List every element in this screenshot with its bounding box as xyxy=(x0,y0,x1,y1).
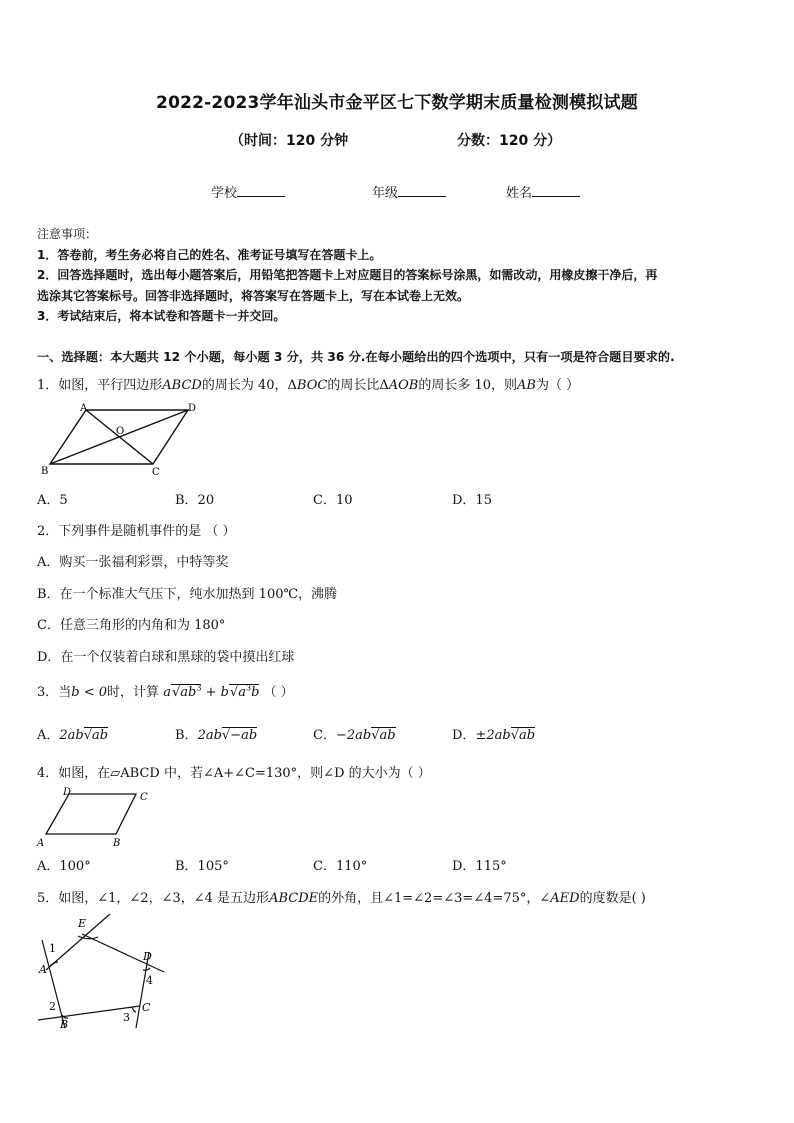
vertex-label: B xyxy=(113,838,121,849)
question-1-stem: 1．如图，平行四边形ABCD的周长为 40，ΔBOC的周长比ΔAOB的周长多 10，则AB为（ ） xyxy=(37,378,580,393)
vertex-label: D xyxy=(188,403,197,414)
section-heading: 一、选择题：本大题共 12 个小题，每小题 3 分，共 36 分.在每小题给出的四个选项中，只有一项是符合题目要求的. xyxy=(37,350,675,364)
angle-label: 3 xyxy=(123,1011,130,1024)
vertex-label: D xyxy=(143,950,152,963)
q1-option-c: C．10 xyxy=(313,493,353,508)
time-limit: （时间：120 分钟 xyxy=(230,133,349,149)
vertex-label: C xyxy=(142,1001,151,1014)
vertex-label: A xyxy=(39,963,47,976)
note-line: 2．回答选择题时，选出每小题答案后，用铅笔把答题卡上对应题目的答案标号涂黑，如需改动，用橡皮擦干净后，再 xyxy=(37,268,658,282)
notes-heading: 注意事项： xyxy=(37,227,98,241)
q1-option-a: A．5 xyxy=(37,493,68,508)
vertex-label: B xyxy=(41,466,49,477)
vertex-label: C xyxy=(152,467,160,478)
grade-field: 年级 xyxy=(372,182,446,201)
note-line: 选涂其它答案标号。回答非选择题时，将答案写在答题卡上，写在本试卷上无效。 xyxy=(37,288,470,303)
question-4-stem: 4．如图，在▱ABCD 中，若∠A+∠C=130°，则∠D 的大小为（ ） xyxy=(37,766,431,781)
vertex-label: B xyxy=(60,1018,69,1031)
vertex-label: O xyxy=(116,426,125,437)
q4-option-a: A．100° xyxy=(37,859,91,874)
q3-option-a: A．2ab√ab xyxy=(37,728,109,743)
q3-option-b: B．2ab√−ab xyxy=(175,728,258,743)
question-1-figure xyxy=(38,400,208,480)
note-line: 3．考试结束后，将本试卷和答题卡一并交回。 xyxy=(37,309,286,323)
q1-option-b: B．20 xyxy=(175,493,215,508)
q4-option-c: C．110° xyxy=(313,859,368,874)
angle-label: 4 xyxy=(146,974,153,987)
q2-option-c: C．任意三角形的内角和为 180° xyxy=(37,618,226,633)
page-title: 2022-2023学年汕头市金平区七下数学期末质量检测模拟试题 xyxy=(156,93,638,113)
question-3-stem: 3．当b < 0时，计算 $a√ab^3 + b√a^3b$ （ ） xyxy=(37,683,294,700)
q1-option-d: D．15 xyxy=(452,493,492,508)
q2-option-b: B．在一个标准大气压下，纯水加热到 100℃，沸腾 xyxy=(37,587,338,602)
vertex-label: A xyxy=(80,403,88,414)
q3-option-d: D．±2ab√ab xyxy=(452,728,536,743)
question-2-stem: 2．下列事件是随机事件的是 （ ） xyxy=(37,524,236,539)
vertex-label: D xyxy=(63,787,72,798)
angle-label: 1 xyxy=(49,942,56,955)
q4-option-d: D．115° xyxy=(452,859,507,874)
question-5-stem: 5．如图，∠1，∠2，∠3，∠4 是五边形ABCDE的外角，且∠1=∠2=∠3=∠4=75°，∠AED的度数是( ) xyxy=(37,891,646,906)
question-4-figure xyxy=(36,784,166,850)
angle-label: 2 xyxy=(49,1000,56,1013)
q3-option-c: C．−2ab√ab xyxy=(313,728,396,743)
q2-option-a: A．购买一张福利彩票，中特等奖 xyxy=(37,555,229,570)
note-line: 1．答卷前，考生务必将自己的姓名、准考证号填写在答题卡上。 xyxy=(37,247,382,262)
school-field: 学校 xyxy=(211,182,285,201)
q4-option-b: B．105° xyxy=(175,859,229,874)
exam-notes xyxy=(37,224,757,327)
q2-option-d: D．在一个仅装着白球和黑球的袋中摸出红球 xyxy=(37,650,295,665)
vertex-label: C xyxy=(140,792,148,803)
vertex-label: E xyxy=(78,917,87,930)
total-score: 分数：120 分） xyxy=(457,133,562,149)
question-5-figure xyxy=(32,910,172,1035)
name-field: 姓名 xyxy=(506,182,580,201)
vertex-label: A xyxy=(37,838,45,849)
